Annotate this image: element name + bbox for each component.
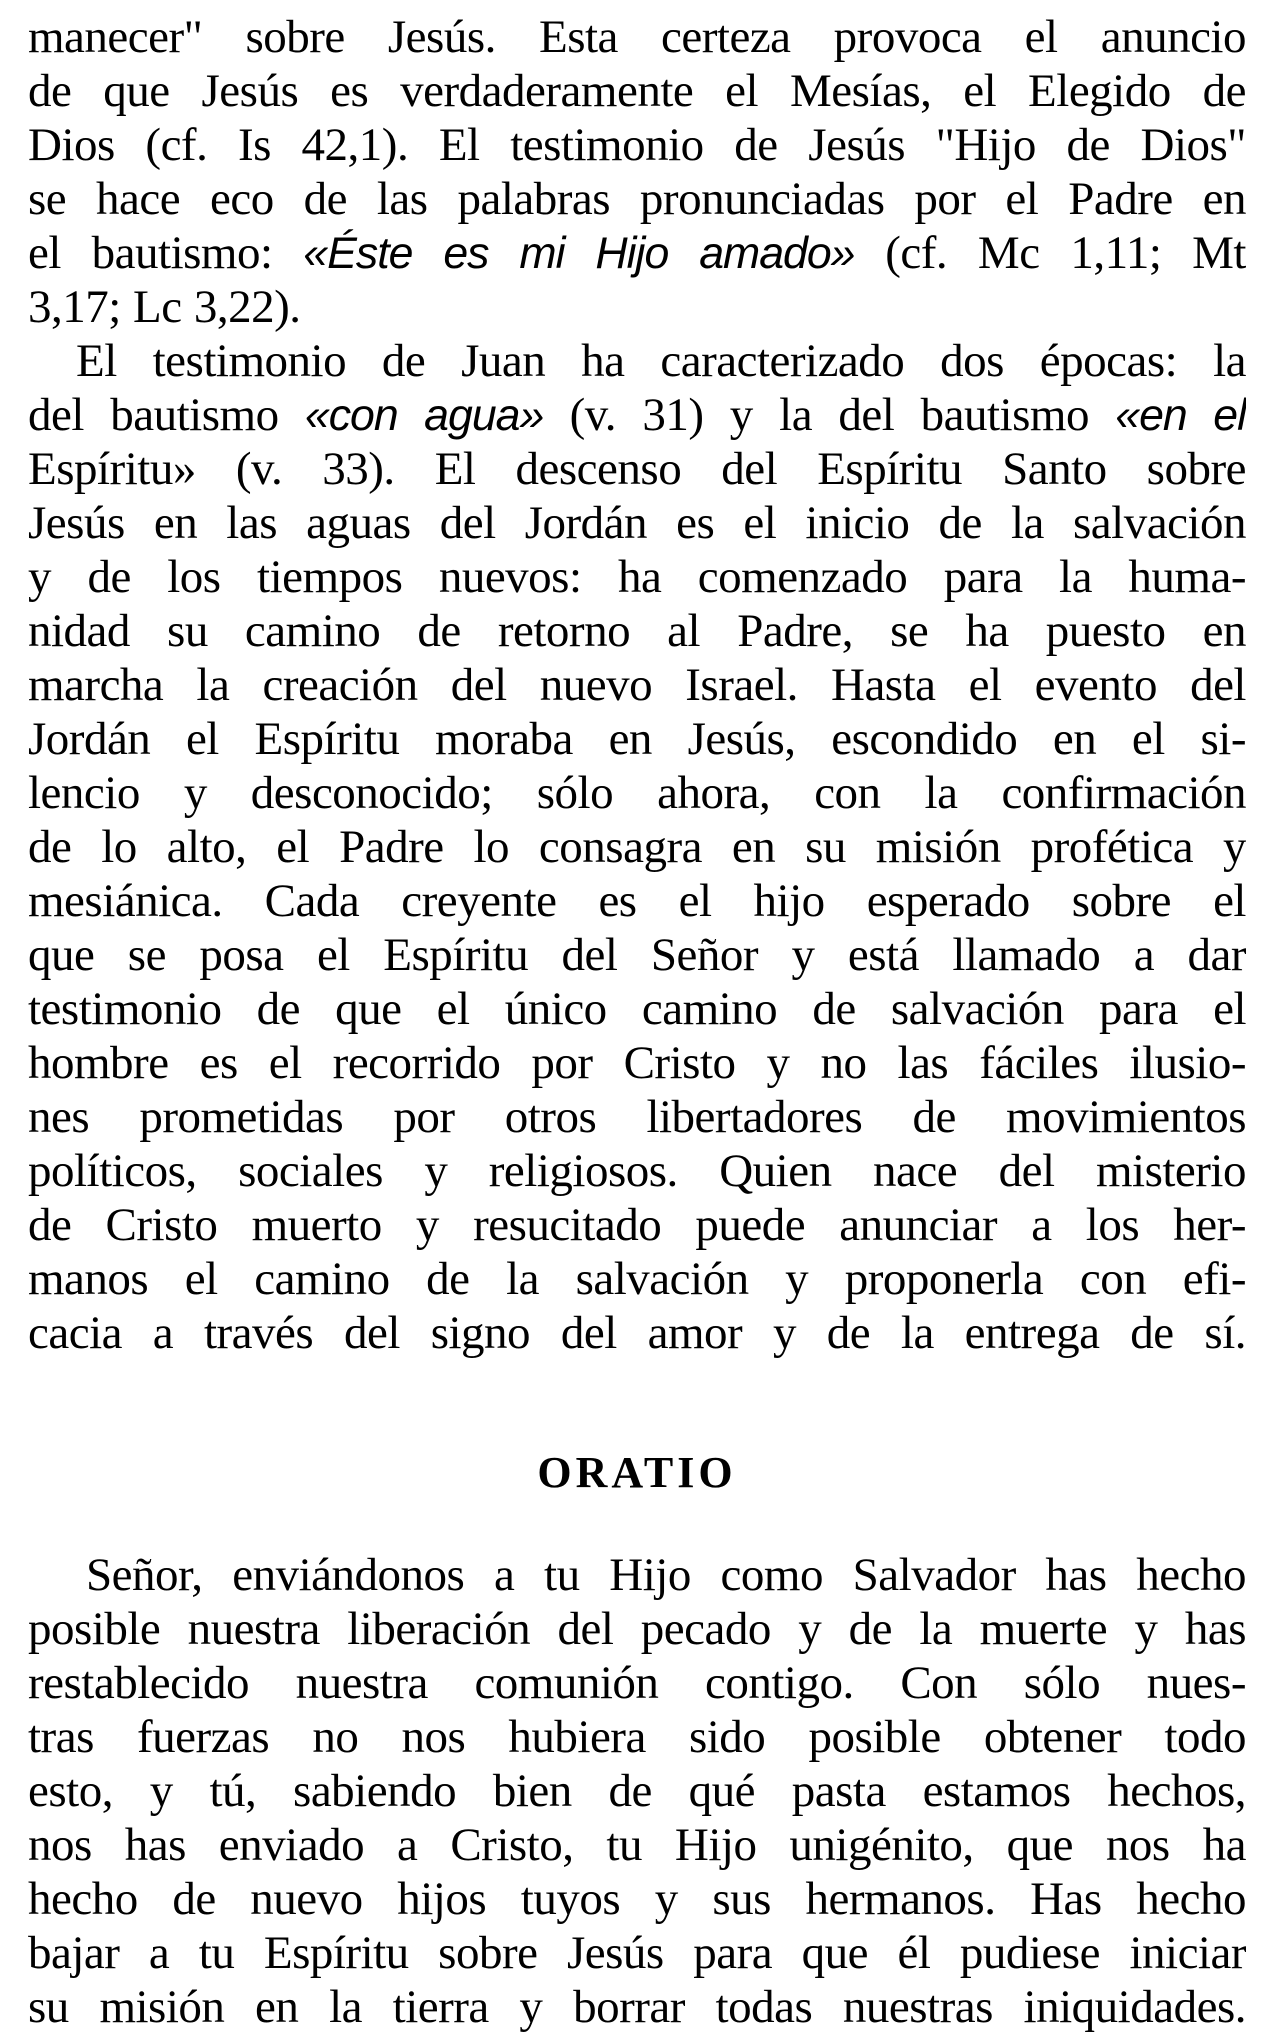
- quoted-emphasis-segment: «con agua»: [304, 391, 544, 440]
- text-line: [28, 1252, 1246, 1306]
- text-line: [28, 388, 1246, 442]
- text-line: [28, 928, 1246, 982]
- text-line: [28, 1036, 1246, 1090]
- text-segment: y de los tiempos nuevos: ha comenzado para la huma-: [28, 551, 1246, 603]
- text-line: [28, 442, 1246, 496]
- text-segment: restablecido nuestra comunión contigo. Con sólo nues-: [28, 1657, 1246, 1709]
- quoted-emphasis-segment: «en el: [1115, 391, 1246, 440]
- text-line: [28, 1198, 1246, 1252]
- text-line: [28, 982, 1246, 1036]
- text-segment: Señor, enviándonos a tu Hijo como Salvador has hecho: [86, 1549, 1246, 1601]
- text-line: [28, 820, 1246, 874]
- text-segment: del bautismo: [28, 389, 305, 441]
- text-segment: bajar a tu Espíritu sobre Jesús para que él pudiese iniciar: [28, 1927, 1246, 1979]
- text-segment: Jordán el Espíritu moraba en Jesús, escondido en el si-: [28, 713, 1246, 765]
- text-segment: Jesús en las aguas del Jordán es el inicio de la salvación: [28, 497, 1246, 549]
- text-segment: nos has enviado a Cristo, tu Hijo unigénito, que nos ha: [28, 1819, 1246, 1871]
- text-line: [28, 280, 1246, 334]
- text-line: [28, 1980, 1246, 2034]
- commentary-paragraph-continuation: [28, 10, 1246, 334]
- oratio-section-heading: ORATIO: [537, 1448, 737, 1497]
- text-line: [28, 1764, 1246, 1818]
- text-line: [28, 1602, 1246, 1656]
- text-line: [28, 1306, 1246, 1360]
- text-line: [28, 10, 1246, 64]
- commentary-paragraph: [28, 334, 1246, 1360]
- text-segment: marcha la creación del nuevo Israel. Hasta el evento del: [28, 659, 1246, 711]
- text-segment: Dios (cf. Is 42,1). El testimonio de Jesús "Hijo de Dios": [28, 119, 1246, 171]
- text-line: [28, 1710, 1246, 1764]
- text-line: [28, 1656, 1246, 1710]
- text-line: [28, 1818, 1246, 1872]
- text-segment: de Cristo muerto y resucitado puede anunciar a los her-: [28, 1199, 1246, 1251]
- text-line: [28, 334, 1246, 388]
- text-line: [28, 1144, 1246, 1198]
- text-segment: su misión en la tierra y borrar todas nuestras iniquidades.: [28, 1981, 1246, 2033]
- text-segment: manecer" sobre Jesús. Esta certeza provoca el anuncio: [28, 11, 1246, 63]
- text-line: [28, 1872, 1246, 1926]
- text-segment: posible nuestra liberación del pecado y de la muerte y has: [28, 1603, 1246, 1655]
- text-line: [28, 712, 1246, 766]
- text-segment: esto, y tú, sabiendo bien de qué pasta estamos hechos,: [28, 1765, 1246, 1817]
- text-segment: lencio y desconocido; sólo ahora, con la confirmación: [28, 767, 1246, 819]
- text-segment: El testimonio de Juan ha caracterizado dos épocas: la: [76, 335, 1246, 387]
- text-segment: (cf. Mc 1,11; Mt: [854, 227, 1246, 279]
- text-segment: (v. 31) y la del bautismo: [543, 389, 1116, 441]
- text-segment: nidad su camino de retorno al Padre, se ha puesto en: [28, 605, 1246, 657]
- text-segment: hecho de nuevo hijos tuyos y sus hermanos. Has hecho: [28, 1873, 1246, 1925]
- text-segment: políticos, sociales y religiosos. Quien nace del misterio: [28, 1145, 1246, 1197]
- text-line: [28, 226, 1246, 280]
- text-line: [28, 1548, 1246, 1602]
- text-segment: tras fuerzas no nos hubiera sido posible obtener todo: [28, 1711, 1246, 1763]
- text-line: [28, 874, 1246, 928]
- text-segment: Espíritu» (v. 33). El descenso del Espíritu Santo sobre: [28, 443, 1246, 495]
- text-segment: cacia a través del signo del amor y de la entrega de sí.: [28, 1307, 1246, 1359]
- text-line: [28, 766, 1246, 820]
- text-segment: se hace eco de las palabras pronunciadas por el Padre en: [28, 173, 1246, 225]
- text-segment: hombre es el recorrido por Cristo y no las fáciles ilusio-: [28, 1037, 1246, 1089]
- text-segment: que se posa el Espíritu del Señor y está llamado a dar: [28, 929, 1246, 981]
- text-segment: nes prometidas por otros libertadores de movimientos: [28, 1091, 1246, 1143]
- text-line: [28, 1090, 1246, 1144]
- prayer-paragraph: [28, 1548, 1246, 2034]
- text-segment: mesiánica. Cada creyente es el hijo esperado sobre el: [28, 875, 1246, 927]
- text-segment: de que Jesús es verdaderamente el Mesías, el Elegido de: [28, 65, 1246, 117]
- text-line: [28, 496, 1246, 550]
- text-segment: el bautismo:: [28, 227, 304, 279]
- text-line: [28, 172, 1246, 226]
- text-segment: de lo alto, el Padre lo consagra en su misión profética y: [28, 821, 1246, 873]
- text-line: [28, 118, 1246, 172]
- text-segment: 3,17; Lc 3,22).: [28, 281, 301, 333]
- text-line: [28, 1926, 1246, 1980]
- text-line: [28, 604, 1246, 658]
- text-line: [28, 64, 1246, 118]
- text-segment: testimonio de que el único camino de salvación para el: [28, 983, 1246, 1035]
- text-line: [28, 550, 1246, 604]
- text-line: [28, 658, 1246, 712]
- quoted-emphasis-segment: «Éste es mi Hijo amado»: [303, 229, 855, 278]
- text-segment: manos el camino de la salvación y proponerla con efi-: [28, 1253, 1246, 1305]
